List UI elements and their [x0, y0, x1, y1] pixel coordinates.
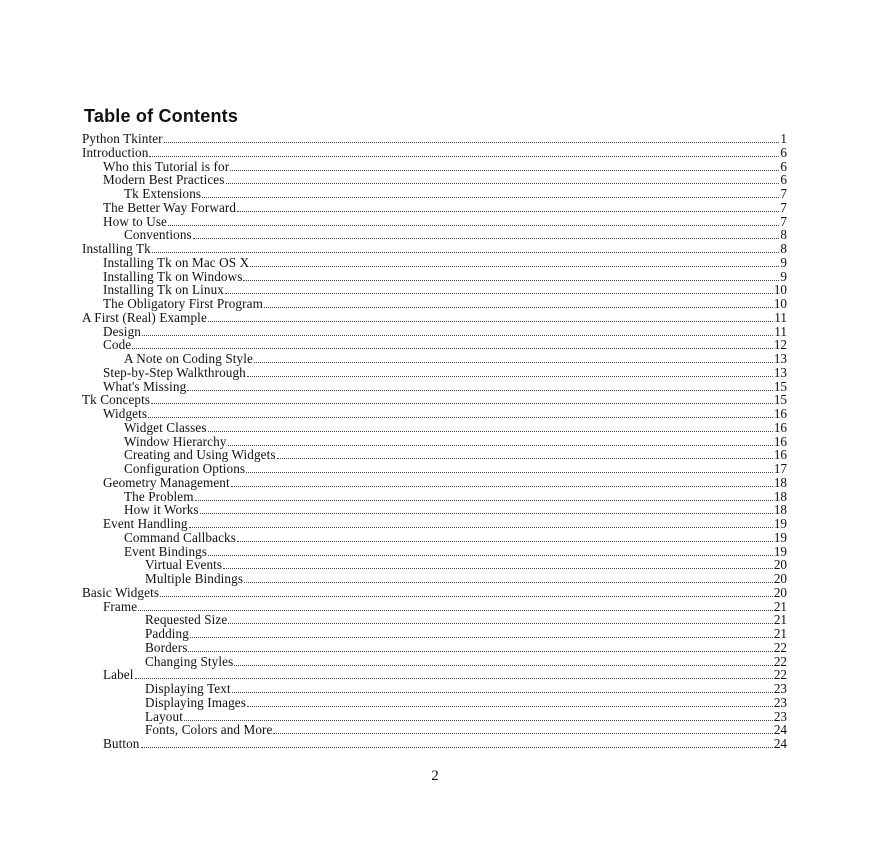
dot-leader	[138, 600, 773, 611]
toc-entry-page-number: 24	[773, 722, 787, 738]
toc-entry-label: Borders	[145, 639, 188, 655]
toc-entry-page-number: 20	[773, 584, 787, 600]
toc-entry-page-number: 18	[773, 474, 787, 490]
toc-entry-page-number: 13	[773, 351, 787, 366]
toc-entry-page-number: 13	[773, 364, 787, 380]
toc-entry[interactable]	[82, 682, 787, 696]
toc-entry[interactable]	[82, 627, 787, 641]
toc-entry-label: Conventions	[124, 227, 192, 243]
dot-leader	[189, 517, 773, 528]
toc-entry[interactable]	[82, 366, 787, 380]
dot-leader	[247, 696, 773, 707]
toc-entry-page-number: 10	[773, 282, 787, 298]
dot-leader	[228, 435, 773, 446]
toc-entry[interactable]	[82, 338, 787, 352]
toc-entry-page-number: 16	[773, 447, 787, 463]
toc-entry-label: Basic Widgets	[82, 584, 160, 600]
dot-leader	[141, 737, 773, 748]
dot-leader	[231, 476, 773, 487]
toc-entry-page-number: 15	[773, 392, 787, 408]
toc-entry-page-number: 6	[780, 158, 787, 174]
toc-entry-page-number: 16	[773, 406, 787, 421]
dot-leader	[190, 627, 773, 638]
toc-entry[interactable]	[82, 270, 787, 284]
toc-entry-label: A First (Real) Example	[82, 309, 207, 325]
toc-entry-label: Installing Tk	[82, 241, 151, 256]
toc-entry-label: Virtual Events	[145, 557, 223, 573]
dot-leader	[228, 613, 772, 624]
toc-entry-label: What's Missing	[103, 378, 187, 394]
toc-entry-label: Geometry Management	[103, 474, 230, 490]
toc-entry-label: Frame	[103, 598, 138, 614]
toc-entry-page-number: 7	[780, 213, 787, 229]
dot-leader	[230, 160, 779, 171]
toc-entry-label: Padding	[145, 626, 189, 641]
toc-entry-label: Button	[103, 736, 140, 751]
toc-entry-page-number: 19	[773, 516, 787, 531]
toc-entry-page-number: 8	[780, 241, 787, 256]
toc-entry-page-number: 15	[773, 378, 787, 394]
toc-entry-label: Installing Tk on Windows	[103, 268, 243, 284]
dot-leader	[247, 366, 773, 377]
toc-entry-label: Creating and Using Widgets	[124, 447, 276, 463]
toc-entry[interactable]	[82, 572, 787, 586]
toc-entry-label: Installing Tk on Mac OS X	[103, 254, 250, 270]
toc-entry-page-number: 6	[780, 144, 787, 160]
toc-entry-label: Installing Tk on Linux	[103, 282, 225, 298]
dot-leader	[188, 641, 772, 652]
toc-entry[interactable]	[82, 311, 787, 325]
dot-leader	[273, 723, 772, 734]
toc-entry[interactable]	[82, 723, 787, 737]
dot-leader	[223, 558, 773, 569]
toc-entry[interactable]	[82, 421, 787, 435]
toc-entry-page-number: 11	[774, 309, 787, 325]
toc-entry[interactable]	[82, 668, 787, 682]
toc-entry[interactable]	[82, 325, 787, 339]
toc-entry[interactable]	[82, 600, 787, 614]
dot-leader	[187, 380, 773, 391]
toc-entry[interactable]	[82, 586, 787, 600]
toc-entry-page-number: 23	[773, 708, 787, 724]
toc-entry[interactable]	[82, 201, 787, 215]
dot-leader	[142, 325, 773, 336]
toc-entry-page-number: 17	[773, 461, 787, 476]
toc-entry[interactable]	[82, 558, 787, 572]
toc-entry-label: Fonts, Colors and More	[145, 722, 273, 738]
toc-entry[interactable]	[82, 503, 787, 517]
toc-entry-page-number: 23	[773, 694, 787, 710]
toc-entry-label: Changing Styles	[145, 653, 234, 669]
toc-entry-page-number: 21	[773, 612, 787, 628]
toc-entry[interactable]	[82, 146, 787, 160]
toc-entry-page-number: 9	[780, 254, 787, 270]
toc-entry-label: Design	[103, 323, 141, 339]
dot-leader	[225, 283, 773, 294]
toc-entry-page-number: 7	[780, 199, 787, 215]
toc-entry-page-number: 16	[773, 433, 787, 449]
toc-entry[interactable]	[82, 187, 787, 201]
toc-entry[interactable]	[82, 352, 787, 366]
toc-entry-page-number: 20	[773, 571, 787, 586]
toc-entry-page-number: 18	[773, 502, 787, 518]
toc-entry-label: Introduction	[82, 144, 149, 160]
dot-leader	[202, 187, 779, 198]
dot-leader	[132, 338, 773, 349]
toc-entry-label: Requested Size	[145, 612, 228, 628]
page-number: 2	[431, 768, 439, 784]
toc-entry-label: Window Hierarchy	[124, 433, 227, 449]
dot-leader	[195, 490, 773, 501]
dot-leader	[264, 297, 773, 308]
toc-entry[interactable]	[82, 696, 787, 710]
toc-entry-label: Event Handling	[103, 516, 188, 531]
toc-entry[interactable]	[82, 517, 787, 531]
dot-leader	[168, 215, 779, 226]
toc-entry-page-number: 22	[773, 653, 787, 669]
toc-entry[interactable]	[82, 393, 787, 407]
dot-leader	[254, 352, 773, 363]
toc-entry-label: Displaying Images	[145, 694, 246, 710]
toc-entry[interactable]	[82, 613, 787, 627]
toc-entry-label: Command Callbacks	[124, 529, 236, 545]
toc-entry-page-number: 1	[780, 131, 787, 146]
toc-entry[interactable]	[82, 545, 787, 559]
toc-entry[interactable]	[82, 215, 787, 229]
toc-entry[interactable]	[82, 448, 787, 462]
toc-entry[interactable]	[82, 490, 787, 504]
toc-entry-page-number: 21	[773, 626, 787, 641]
toc-entry-page-number: 20	[773, 557, 787, 573]
toc-entry[interactable]	[82, 435, 787, 449]
toc-entry[interactable]	[82, 242, 787, 256]
dot-leader	[193, 228, 780, 239]
toc-entry[interactable]	[82, 641, 787, 655]
toc-entry-page-number: 21	[773, 598, 787, 614]
dot-leader	[149, 146, 779, 157]
toc-entry-label: Multiple Bindings	[145, 571, 244, 586]
dot-leader	[164, 132, 780, 143]
toc-entry[interactable]	[82, 283, 787, 297]
toc-entry-label: Who this Tutorial is for	[103, 158, 230, 174]
toc-entry-page-number: 11	[774, 323, 787, 339]
dot-leader	[237, 531, 773, 542]
toc-entry-label: Layout	[145, 708, 183, 724]
toc-entry[interactable]	[82, 380, 787, 394]
toc-entry-page-number: 22	[773, 639, 787, 655]
dot-leader	[208, 421, 773, 432]
toc-entry-label: Python Tkinter	[82, 131, 163, 146]
toc-entry-label: Widgets	[103, 406, 148, 421]
dot-leader	[208, 545, 773, 556]
dot-leader	[244, 572, 773, 583]
toc-entry-label: Widget Classes	[124, 419, 207, 435]
toc-entry-page-number: 8	[780, 227, 787, 243]
toc-entry-label: The Problem	[124, 488, 194, 504]
toc-entry[interactable]	[82, 531, 787, 545]
toc-entry[interactable]	[82, 256, 787, 270]
toc-entry-page-number: 6	[780, 172, 787, 188]
toc-entry-page-number: 12	[773, 337, 787, 353]
toc-entry[interactable]	[82, 160, 787, 174]
dot-leader	[243, 270, 779, 281]
toc-entry[interactable]	[82, 737, 787, 751]
toc-entry-page-number: 7	[780, 186, 787, 201]
toc-entry-label: How to Use	[103, 213, 168, 229]
page-title: Table of Contents	[84, 106, 239, 126]
toc-entry-page-number: 10	[773, 296, 787, 311]
toc-entry-label: The Better Way Forward	[103, 199, 237, 215]
dot-leader	[200, 503, 773, 514]
dot-leader	[184, 710, 773, 721]
toc-entry[interactable]	[82, 476, 787, 490]
toc-entry-label: Tk Extensions	[124, 186, 202, 201]
dot-leader	[232, 682, 773, 693]
toc-entry-label: Modern Best Practices	[103, 172, 225, 188]
toc-entry-label: A Note on Coding Style	[124, 351, 253, 366]
toc-entry-page-number: 24	[773, 736, 787, 751]
toc-entry-page-number: 16	[773, 419, 787, 435]
toc-entry-label: Displaying Text	[145, 681, 231, 696]
toc-entry-label: Code	[103, 337, 132, 353]
toc-entry-page-number: 23	[773, 681, 787, 696]
toc-entry[interactable]	[82, 173, 787, 187]
dot-leader	[250, 256, 779, 267]
toc-entry-label: Tk Concepts	[82, 392, 151, 408]
toc-entry[interactable]	[82, 407, 787, 421]
dot-leader	[135, 668, 773, 679]
dot-leader	[246, 462, 773, 473]
dot-leader	[151, 393, 773, 404]
dot-leader	[160, 586, 773, 597]
toc-entry[interactable]	[82, 297, 787, 311]
toc-entry-label: Event Bindings	[124, 543, 208, 559]
dot-leader	[237, 201, 779, 212]
toc-entry-label: Configuration Options	[124, 461, 246, 476]
dot-leader	[277, 448, 773, 459]
toc-entry[interactable]	[82, 228, 787, 242]
toc-entry[interactable]	[82, 655, 787, 669]
toc-entry-label: Label	[103, 667, 134, 683]
dot-leader	[234, 655, 772, 666]
toc-entry-label: Step-by-Step Walkthrough	[103, 364, 246, 380]
toc-entry-page-number: 9	[780, 268, 787, 284]
toc-entry[interactable]	[82, 462, 787, 476]
toc-entry-page-number: 19	[773, 529, 787, 545]
toc-entry-label: The Obligatory First Program	[103, 296, 263, 311]
toc-entry-page-number: 22	[773, 667, 787, 683]
toc-entry[interactable]	[82, 132, 787, 146]
dot-leader	[208, 311, 773, 322]
dot-leader	[152, 242, 780, 253]
toc-entry-label: How it Works	[124, 502, 199, 518]
toc-entry[interactable]	[82, 710, 787, 724]
toc-entry-page-number: 18	[773, 488, 787, 504]
toc-list	[82, 132, 787, 751]
dot-leader	[148, 407, 773, 418]
dot-leader	[226, 173, 780, 184]
toc-entry-page-number: 19	[773, 543, 787, 559]
